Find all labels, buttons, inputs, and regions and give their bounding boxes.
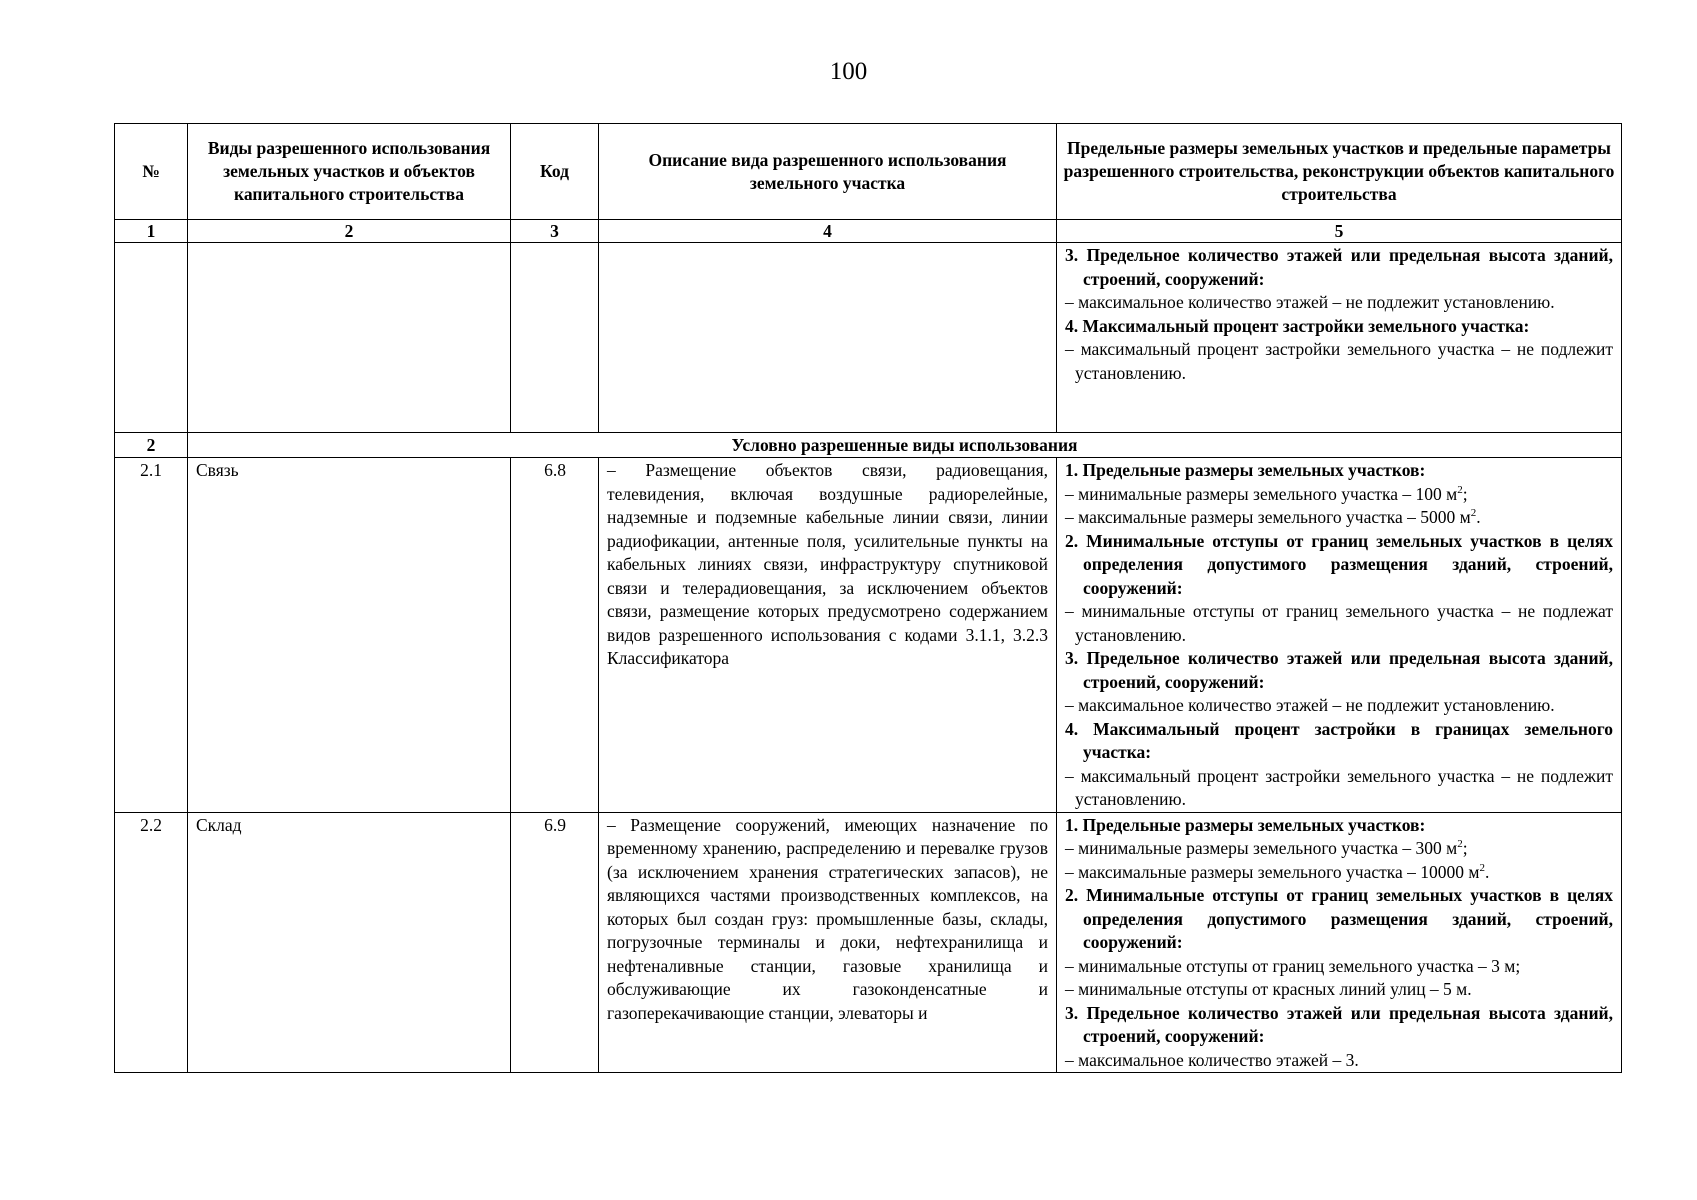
header-description: Описание вида разрешенного использования земельного участка <box>599 124 1057 220</box>
row-name: Склад <box>188 812 511 1073</box>
continuation-params-cell <box>1057 243 1622 433</box>
header-types: Виды разрешенного использования земельных участков и объектов капитального строительства <box>188 124 511 220</box>
page-number: 100 <box>829 58 868 85</box>
param-item: – максимальный процент застройки земельного участка – не подлежит установлению. <box>1065 339 1613 383</box>
param-heading: 2. Минимальные отступы от границ земельных участков в целях определения допустимого размещения зданий, строений, сооружений: <box>1065 885 1613 952</box>
header-params: Предельные размеры земельных участков и предельные параметры разрешенного строительства, реконструкции объектов капитального строительства <box>1057 124 1622 220</box>
column-number: 5 <box>1057 220 1622 243</box>
row-name: Связь <box>188 458 511 813</box>
param-item: – минимальные отступы от границ земельного участка – 3 м; <box>1065 955 1521 976</box>
continuation-name-cell <box>188 243 511 433</box>
param-heading: 2. Минимальные отступы от границ земельных участков в целях определения допустимого размещения зданий, строений, сооружений: <box>1065 530 1613 598</box>
param-text: – максимальные размеры земельного участка – 5000 м <box>1065 507 1471 527</box>
header-no: № <box>115 124 188 220</box>
param-item <box>1065 837 1613 861</box>
table-row <box>115 812 1622 1073</box>
row-params <box>1057 812 1622 1073</box>
param-heading: 3. Предельное количество этажей или предельная высота зданий, строений, сооружений: <box>1065 1002 1613 1046</box>
param-heading: 4. Максимальный процент застройки земельного участка: <box>1065 315 1530 336</box>
param-item: – максимальный процент застройки земельного участка – не подлежит установлению. <box>1065 765 1613 809</box>
column-number: 1 <box>115 220 188 243</box>
column-number: 2 <box>188 220 511 243</box>
section-title: Условно разрешенные виды использования <box>188 433 1622 458</box>
param-text: – минимальные размеры земельного участка – 300 м <box>1065 838 1458 858</box>
param-item <box>1065 483 1613 507</box>
section-number: 2 <box>115 433 188 458</box>
param-item: – минимальные отступы от границ земельного участка – не подлежат установлению. <box>1065 601 1613 645</box>
param-heading: 3. Предельное количество этажей или предельная высота зданий, строений, сооружений: <box>1065 648 1613 692</box>
row-description: – Размещение объектов связи, радиовещания, телевидения, включая воздушные радиорелейные, надземные и подземные кабельные линии связи, линии радиофикации, антенные поля, усилительные пункты на кабельных линиях связи, инфраструктуру спутниковой связи и телерадиовещания, за исключением объектов связи, размещение которых предусмотрено содержанием видов разрешенного использования с кодами 3.1.1, 3.2.3 Классификатора <box>599 458 1057 813</box>
param-item: – максимальное количество этажей – не подлежит установлению. <box>1065 292 1555 312</box>
continuation-row <box>115 243 1622 433</box>
param-item: – максимальное количество этажей – не подлежит установлению. <box>1065 695 1555 715</box>
superscript: 2 <box>1470 507 1477 520</box>
row-number: 2.1 <box>115 458 188 813</box>
land-use-table <box>114 123 1622 1073</box>
superscript: 2 <box>1457 483 1463 496</box>
column-numbers-row <box>115 220 1622 243</box>
param-text: . <box>1476 507 1481 527</box>
param-heading: 1. Предельные размеры земельных участков: <box>1065 814 1426 835</box>
param-heading: 3. Предельное количество этажей или предельная высота зданий, строений, сооружений: <box>1065 245 1613 289</box>
param-item <box>1065 861 1613 885</box>
row-number: 2.2 <box>115 812 188 1073</box>
row-description: – Размещение сооружений, имеющих назначение по временному хранению, распределению и перевалке грузов (за исключением хранения стратегических запасов), не являющихся частями производственных комплексов, на которых был создан груз: промышленные базы, склады, погрузочные терминалы и доки, нефтехранилища и нефтеналивные станции, газовые хранилища и обслуживающие их газоконденсатные и газоперекачивающие станции, элеваторы и <box>599 812 1057 1073</box>
param-heading: 4. Максимальный процент застройки в границах земельного участка: <box>1065 718 1613 762</box>
param-item: – максимальное количество этажей – 3. <box>1065 1049 1359 1070</box>
row-code: 6.9 <box>511 812 599 1073</box>
param-text: ; <box>1462 838 1468 858</box>
param-text: – минимальные размеры земельного участка – 100 м <box>1065 483 1458 504</box>
row-params <box>1057 458 1622 813</box>
param-item <box>1065 506 1613 530</box>
continuation-no-cell <box>115 243 188 433</box>
param-heading: 1. Предельные размеры земельных участков: <box>1065 460 1426 480</box>
table-header-row <box>115 124 1622 220</box>
continuation-description-cell <box>599 243 1057 433</box>
table-row <box>115 458 1622 813</box>
continuation-code-cell <box>511 243 599 433</box>
row-code: 6.8 <box>511 458 599 813</box>
column-number: 3 <box>511 220 599 243</box>
param-text: – максимальные размеры земельного участка – 10000 м <box>1065 861 1480 882</box>
superscript: 2 <box>1457 838 1463 851</box>
param-item: – минимальные отступы от красных линий улиц – 5 м. <box>1065 979 1472 999</box>
param-text: ; <box>1462 483 1468 504</box>
param-text: . <box>1484 861 1490 882</box>
column-number: 4 <box>599 220 1057 243</box>
header-code: Код <box>511 124 599 220</box>
superscript: 2 <box>1479 861 1485 874</box>
section-row <box>115 433 1622 458</box>
